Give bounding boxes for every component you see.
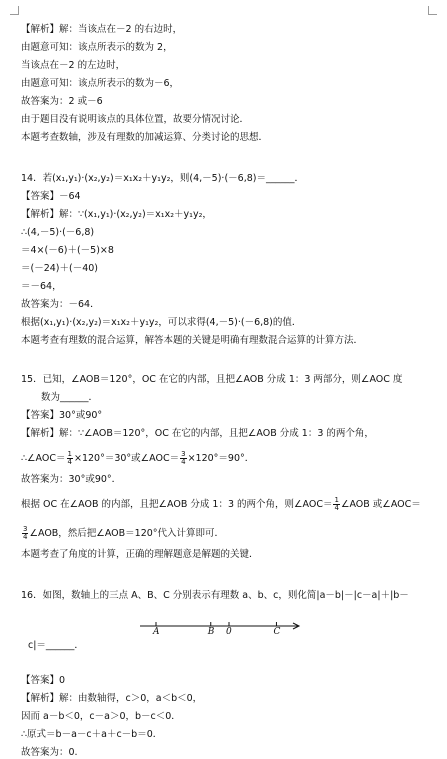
point-label-C: C [273, 627, 281, 637]
page-corner-mark-right [428, 6, 437, 15]
text-line-l1: 【解析】解：当该点在－2 的右边时， [21, 24, 183, 35]
text-line-l27: 16．如图，数轴上的三点 A、B、C 分别表示有理数 a、b、c，则化简|a－b|－|c－a|＋|b－ [21, 590, 409, 601]
text-line-l3: 当该点在－2 的左边时， [21, 60, 126, 71]
text-line-l4: 由题意可知：该点所表示的数为－6， [21, 78, 180, 89]
text-line-l23: 故答案为：30°或90°． [21, 474, 122, 485]
frac-line2-pre: 根据 OC 在∠AOB 的内部，且把∠AOB 分成 1：3 的两个角，则∠AOC＝ [21, 499, 333, 510]
fraction-three-quarters-2 [22, 526, 28, 541]
text-line-l8: 14．若(x₁,y₁)·(x₂,y₂)＝x₁x₂＋y₁y₂，则(4,－5)·(－6,8)＝______． [21, 173, 304, 184]
frac-line-mid: ×120°＝30°或∠AOC＝ [73, 453, 180, 464]
frac-line3-post: ∠AOB，然后把∠AOB＝120°代入计算即可． [29, 528, 225, 539]
point-label-O: 0 [226, 627, 232, 637]
text-line-l7: 本题考查数轴，涉及有理数的加减运算、分类讨论的思想． [21, 132, 269, 143]
text-line-l30: 【解析】解：由数轴得，c＞0，a＜b＜0， [21, 693, 203, 704]
point-label-B: B [207, 627, 215, 637]
fraction-three-quarters-2-numerator: 3 [23, 525, 28, 533]
text-line-l16: 根据(x₁,y₁)·(x₂,y₂)＝x₁x₂＋y₁y₂，可以求得(4,－5)·(－6,8)的值． [21, 317, 302, 328]
text-line-l29: 【答案】0 [21, 675, 66, 686]
fraction-one-quarter-2-numerator: 1 [334, 496, 339, 504]
text-line-l5: 故答案为：2 或－6 [21, 96, 103, 107]
fraction-three-quarters-2-denominator: 4 [23, 533, 28, 541]
text-line-l26: 本题考查了角度的计算，正确的理解题意是解题的关键． [21, 549, 259, 560]
text-line-l22 [21, 451, 254, 466]
fraction-one-quarter [67, 451, 73, 466]
frac-line-pre: ∴∠AOC＝ [21, 453, 66, 464]
text-line-l32: ∴原式＝b－a－c＋a＋c－b＝0． [21, 729, 163, 740]
fraction-three-quarters [180, 451, 186, 466]
text-line-l20: 【答案】30°或90° [21, 410, 103, 421]
text-line-l10: 【解析】解：∵(x₁,y₁)·(x₂,y₂)＝x₁x₂＋y₁y₂， [21, 209, 212, 220]
text-line-l24 [21, 497, 421, 512]
text-line-l21: 【解析】解：∵∠AOB＝120°，OC 在它的内部，且把∠AOB 分成 1：3 的两个角， [21, 428, 374, 439]
fraction-three-quarters-denominator: 4 [181, 458, 186, 466]
text-line-l13: ＝(－24)＋(－40) [21, 263, 99, 274]
point-label-A: A [153, 627, 160, 637]
fraction-one-quarter-denominator: 4 [67, 458, 72, 466]
frac-line2-post: ∠AOB 或∠AOC＝ [340, 499, 421, 510]
fraction-three-quarters-numerator: 3 [181, 450, 186, 458]
text-line-l12: ＝4×(－6)＋(－5)×8 [21, 245, 114, 256]
text-line-l15: 故答案为：－64． [21, 299, 100, 310]
text-line-l2: 由题意可知：该点所表示的数为 2， [21, 42, 173, 53]
text-line-l25 [21, 526, 224, 541]
text-line-l19: 数为______． [41, 392, 99, 403]
text-line-l28: c|＝______． [28, 640, 84, 651]
text-line-l11: ∴(4,－5)·(－6,8) [21, 227, 95, 238]
text-line-l33: 故答案为：0. [21, 747, 78, 758]
fraction-one-quarter-2-denominator: 4 [334, 504, 339, 512]
text-line-l9: 【答案】－64 [21, 191, 81, 202]
number-line-figure [140, 620, 305, 642]
text-line-l6: 由于题目没有说明该点的具体位置，故要分情况讨论． [21, 114, 250, 125]
frac-line-post: ×120°＝90°． [187, 453, 255, 464]
text-line-l17: 本题考查有理数的混合运算，解答本题的关键是明确有理数混合运算的计算方法． [21, 335, 364, 346]
text-line-l14: ＝－64， [21, 281, 62, 292]
text-line-l18: 15．已知，∠AOB＝120°，OC 在它的内部，且把∠AOB 分成 1：3 两部分，则∠AOC 度 [21, 374, 403, 385]
fraction-one-quarter-2 [333, 497, 339, 512]
fraction-one-quarter-numerator: 1 [67, 450, 72, 458]
text-line-l31: 因而 a－b＜0，c－a＞0，b－c＜0． [21, 711, 181, 722]
page-corner-mark-left [10, 6, 19, 15]
